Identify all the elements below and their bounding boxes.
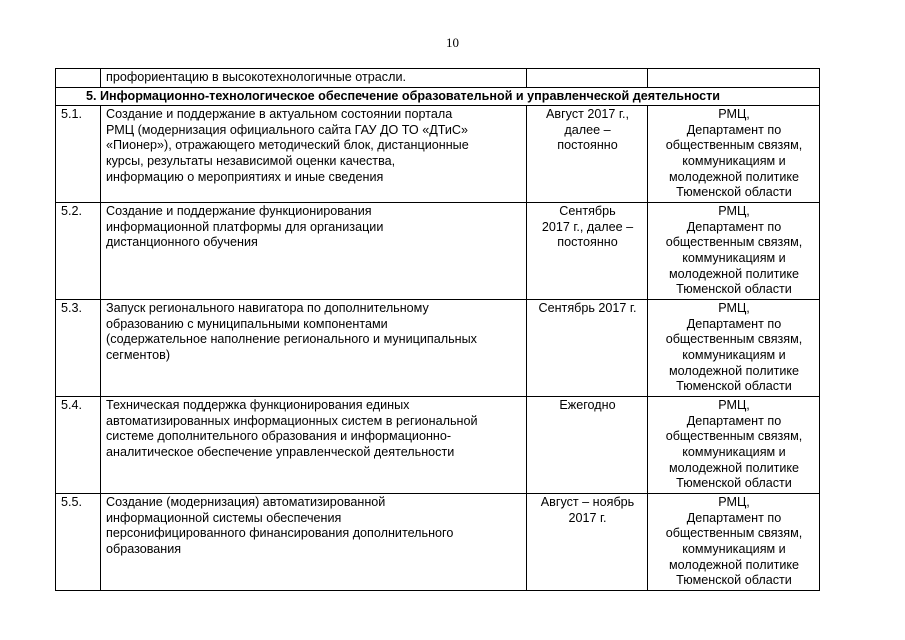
section-header-row bbox=[56, 87, 820, 106]
row-description: Создание и поддержание в актуальном состоянии портала РМЦ (модернизация официального сайта ГАУ ДО ТО «ДТиС» «Пионер»), отражающего методический блок, дистанционные курсы, результаты независимой оценки качества, информацию о мероприятиях и иные сведения bbox=[101, 106, 527, 203]
page-number: 10 bbox=[446, 35, 459, 50]
row-description: Техническая поддержка функционирования единых автоматизированных информационных систем в региональной системе дополнительного образования и информационно- аналитическое обеспечение управленческой деятельности bbox=[101, 397, 527, 494]
row-responsible bbox=[648, 69, 820, 88]
table-row-continuation bbox=[56, 69, 820, 88]
row-responsible: РМЦ, Департамент по общественным связям, коммуникациям и молодежной политике Тюменской области bbox=[648, 300, 820, 397]
row-date: Август 2017 г., далее – постоянно bbox=[527, 106, 648, 203]
row-date: Сентябрь 2017 г., далее – постоянно bbox=[527, 203, 648, 300]
row-responsible: РМЦ, Департамент по общественным связям, коммуникациям и молодежной политике Тюменской области bbox=[648, 397, 820, 494]
section-title: 5. Информационно-технологическое обеспечение образовательной и управленческой деятельности bbox=[56, 87, 820, 106]
row-description: Создание и поддержание функционирования информационной платформы для организации дистанционного обучения bbox=[101, 203, 527, 300]
row-number: 5.4. bbox=[56, 397, 101, 494]
table-row bbox=[56, 494, 820, 591]
row-responsible: РМЦ, Департамент по общественным связям, коммуникациям и молодежной политике Тюменской области bbox=[648, 203, 820, 300]
action-plan-table bbox=[55, 68, 820, 591]
row-date: Август – ноябрь 2017 г. bbox=[527, 494, 648, 591]
row-number: 5.5. bbox=[56, 494, 101, 591]
table-row bbox=[56, 397, 820, 494]
row-number: 5.2. bbox=[56, 203, 101, 300]
table-row bbox=[56, 300, 820, 397]
row-responsible: РМЦ, Департамент по общественным связям, коммуникациям и молодежной политике Тюменской области bbox=[648, 106, 820, 203]
table-row bbox=[56, 203, 820, 300]
row-date: Ежегодно bbox=[527, 397, 648, 494]
row-number: 5.1. bbox=[56, 106, 101, 203]
row-number bbox=[56, 69, 101, 88]
row-responsible: РМЦ, Департамент по общественным связям, коммуникациям и молодежной политике Тюменской области bbox=[648, 494, 820, 591]
row-number: 5.3. bbox=[56, 300, 101, 397]
row-date: Сентябрь 2017 г. bbox=[527, 300, 648, 397]
row-description: Запуск регионального навигатора по дополнительному образованию с муниципальными компонентами (содержательное наполнение регионального и муниципальных сегментов) bbox=[101, 300, 527, 397]
row-description: профориентацию в высокотехнологичные отрасли. bbox=[101, 69, 527, 88]
table-row bbox=[56, 106, 820, 203]
row-date bbox=[527, 69, 648, 88]
row-description: Создание (модернизация) автоматизированной информационной системы обеспечения персонифицированного финансирования дополнительного образования bbox=[101, 494, 527, 591]
